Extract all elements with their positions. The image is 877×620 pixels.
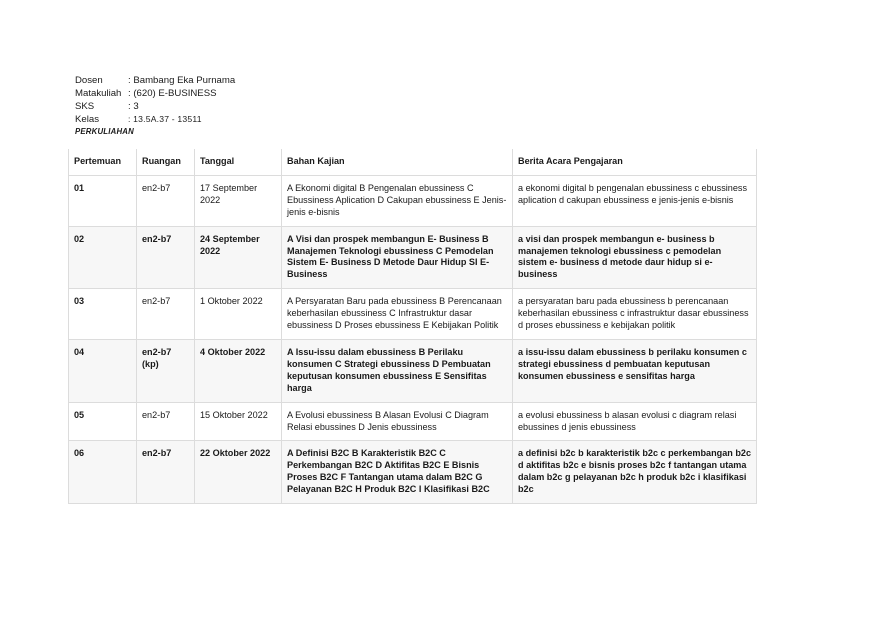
lecture-table [68, 149, 757, 504]
cell-bahan: A Persyaratan Baru pada ebussiness B Perencanaan keberhasilan ebussiness C Infrastruktur dasar ebussiness D Proses ebussiness E Kebijakan Politik [282, 289, 513, 340]
col-berita-acara: Berita Acara Pengajaran [513, 149, 757, 175]
cell-tanggal: 1 Oktober 2022 [195, 289, 282, 340]
sks-label: SKS [75, 101, 95, 112]
cell-pertemuan: 01 [69, 175, 137, 226]
cell-pertemuan: 02 [69, 226, 137, 289]
table-row [69, 339, 757, 402]
cell-ruangan: en2-b7 [137, 402, 195, 441]
cell-pertemuan: 05 [69, 402, 137, 441]
sks-value: : 3 [128, 101, 139, 112]
cell-berita: a ekonomi digital b pengenalan ebussiness c ebussiness aplication d cakupan ebussiness e jenis-jenis e-bisnis [513, 175, 757, 226]
cell-pertemuan: 03 [69, 289, 137, 340]
cell-ruangan: en2-b7 [137, 226, 195, 289]
matakuliah-value: : (620) E-BUSINESS [128, 88, 217, 99]
section-title: PERKULIAHAN [75, 127, 134, 136]
table-header [69, 149, 757, 175]
col-tanggal: Tanggal [195, 149, 282, 175]
kelas-row [75, 113, 235, 126]
dosen-row [75, 74, 235, 87]
dosen-value: : Bambang Eka Purnama [128, 75, 236, 86]
table-row [69, 402, 757, 441]
col-bahan-kajian: Bahan Kajian [282, 149, 513, 175]
kelas-label: Kelas [75, 114, 99, 125]
cell-bahan: A Ekonomi digital B Pengenalan ebussiness C Ebussiness Aplication D Cakupan ebussiness E Jenis-jenis e-bisnis [282, 175, 513, 226]
cell-bahan: A Evolusi ebussiness B Alasan Evolusi C Diagram Relasi ebussines D Jenis ebussiness [282, 402, 513, 441]
cell-tanggal: 22 Oktober 2022 [195, 441, 282, 504]
matakuliah-label: Matakuliah [75, 88, 122, 99]
table-row [69, 175, 757, 226]
sks-row [75, 100, 235, 113]
dosen-label: Dosen [75, 75, 103, 86]
cell-tanggal: 24 September 2022 [195, 226, 282, 289]
kelas-value: : 13.5A.37 - 13511 [128, 114, 202, 124]
matakuliah-row [75, 87, 235, 100]
table-row [69, 226, 757, 289]
cell-berita: a visi dan prospek membangun e- business b manajemen teknologi ebussiness c pemodelan sistem e- business d metode daur hidup si e- business [513, 226, 757, 289]
table-row [69, 289, 757, 340]
cell-ruangan: en2-b7 [137, 175, 195, 226]
cell-berita: a evolusi ebussiness b alasan evolusi c diagram relasi ebussines d jenis ebussiness [513, 402, 757, 441]
cell-berita: a persyaratan baru pada ebussiness b perencanaan keberhasilan ebussiness c infrastruktur dasar ebussiness d proses ebussiness e kebijakan politik [513, 289, 757, 340]
table-row [69, 441, 757, 504]
cell-bahan: A Issu-issu dalam ebussiness B Perilaku konsumen C Strategi ebussiness D Pembuatan keputusan konsumen ebussiness E Sensifitas harga [282, 339, 513, 402]
course-info [75, 74, 235, 126]
col-ruangan: Ruangan [137, 149, 195, 175]
cell-tanggal: 17 September 2022 [195, 175, 282, 226]
cell-tanggal: 4 Oktober 2022 [195, 339, 282, 402]
cell-bahan: A Visi dan prospek membangun E- Business B Manajemen Teknologi ebussiness C Pemodelan Sistem E- Business D Metode Daur Hidup SI E- Business [282, 226, 513, 289]
cell-tanggal: 15 Oktober 2022 [195, 402, 282, 441]
cell-bahan: A Definisi B2C B Karakteristik B2C C Perkembangan B2C D Aktifitas B2C E Bisnis Proses B2C F Tantangan utama dalam B2C G Pelayanan B2C H Produk B2C I Klasifikasi B2C [282, 441, 513, 504]
cell-ruangan: en2-b7 [137, 289, 195, 340]
cell-berita: a issu-issu dalam ebussiness b perilaku konsumen c strategi ebussiness d pembuatan keputusan konsumen ebussiness e sensifitas harga [513, 339, 757, 402]
cell-pertemuan: 04 [69, 339, 137, 402]
col-pertemuan: Pertemuan [69, 149, 137, 175]
cell-ruangan: en2-b7 [137, 441, 195, 504]
cell-berita: a definisi b2c b karakteristik b2c c perkembangan b2c d aktifitas b2c e bisnis proses b2c f tantangan utama dalam b2c g pelayanan b2c h produk b2c i klasifikasi b2c [513, 441, 757, 504]
cell-ruangan: en2-b7 (kp) [137, 339, 195, 402]
cell-pertemuan: 06 [69, 441, 137, 504]
